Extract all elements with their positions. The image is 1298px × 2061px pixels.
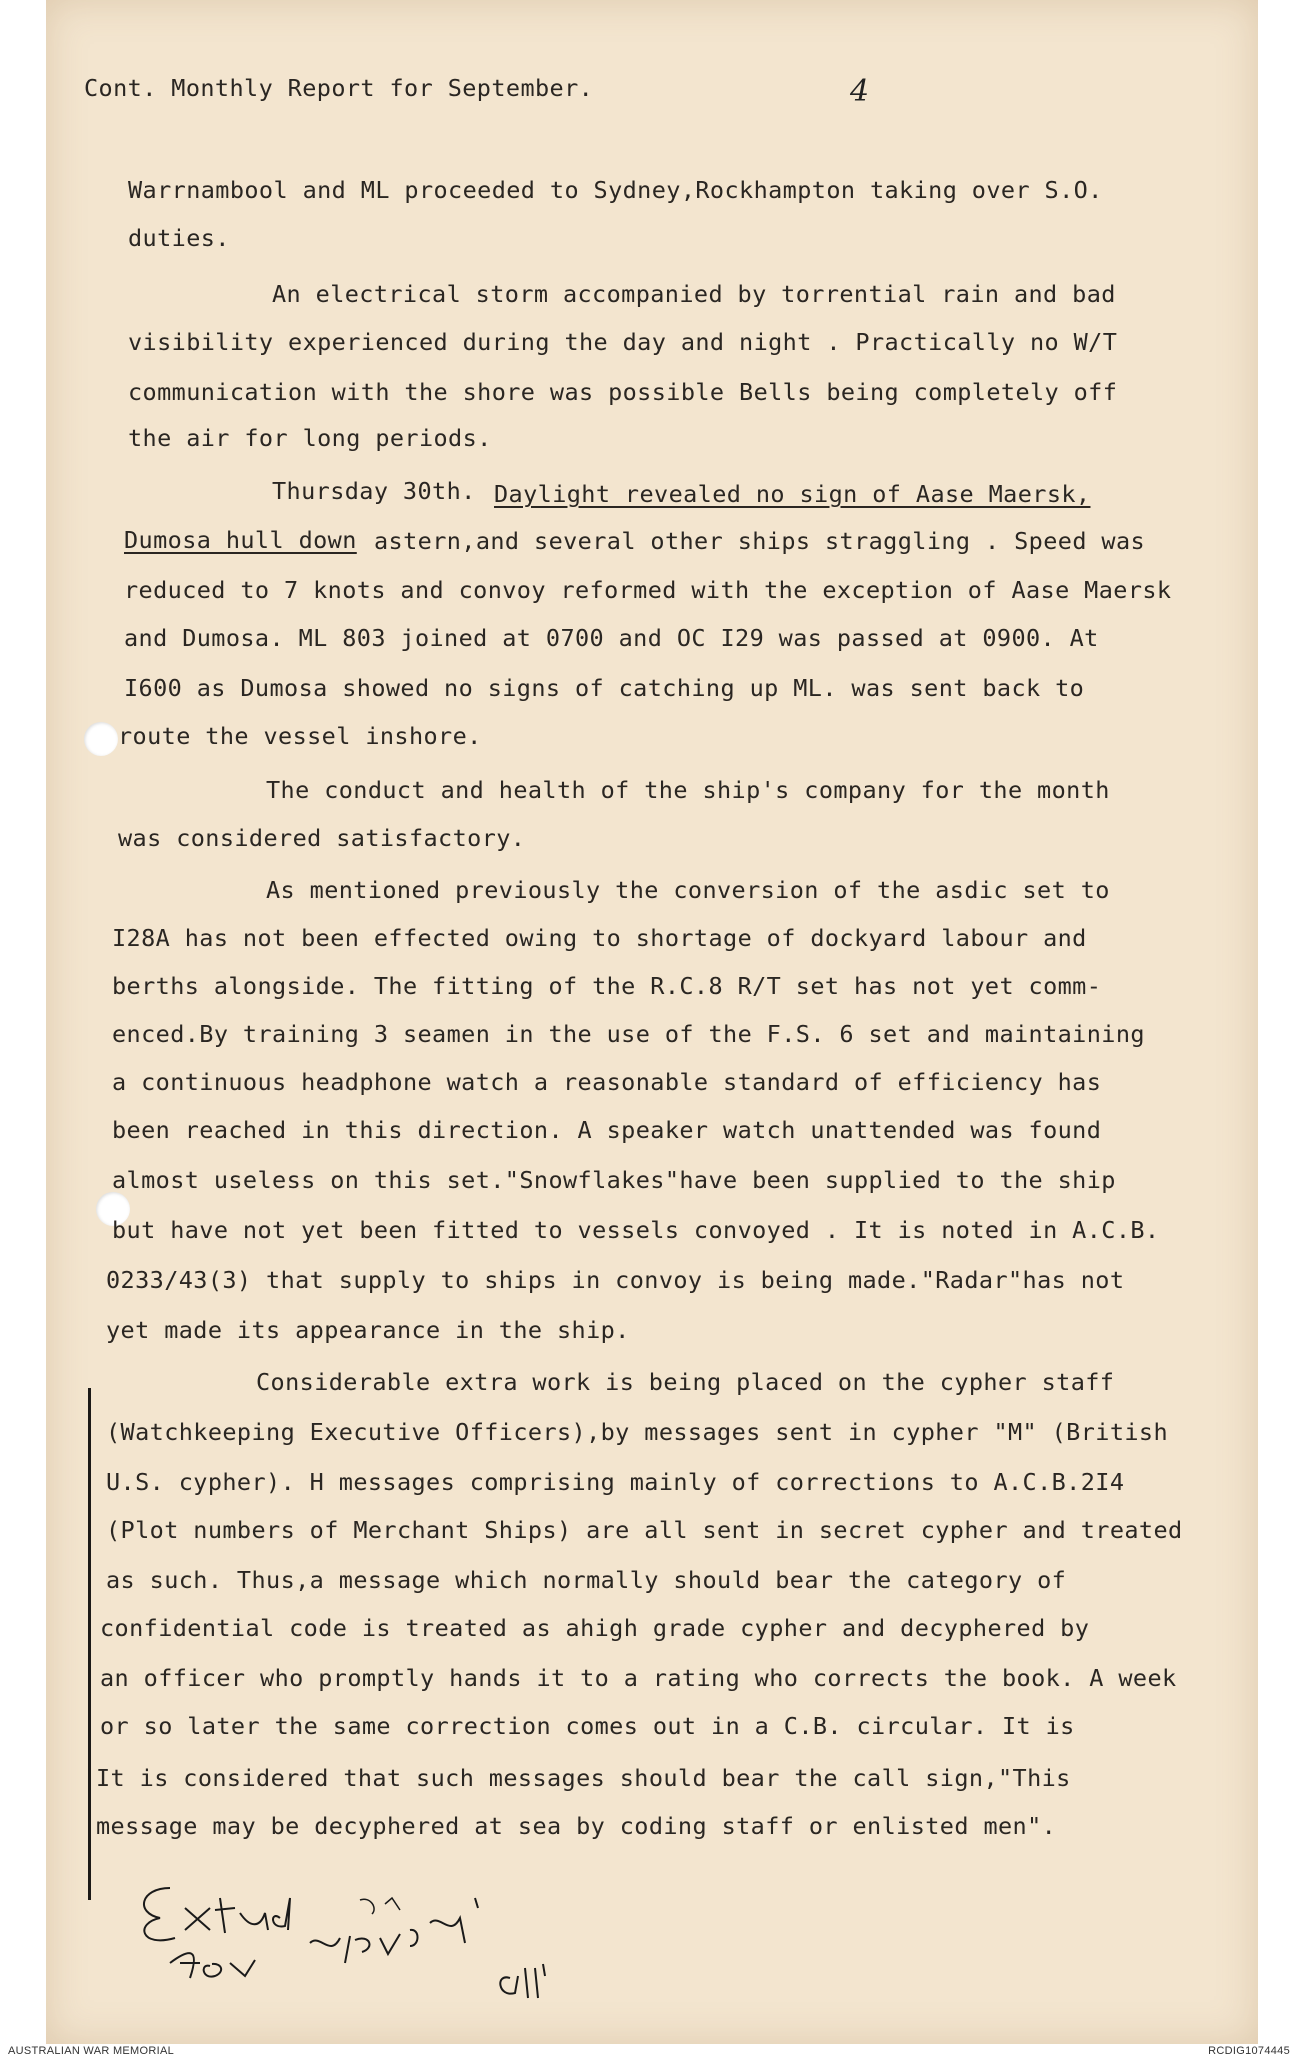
text-line: Considerable extra work is being placed on the cypher staff [256,1368,1115,1396]
text-line: U.S. cypher). H messages comprising mainly of corrections to A.C.B.2I4 [106,1468,1125,1496]
text-line: almost useless on this set."Snowflakes"have been supplied to the ship [112,1166,1116,1194]
text-line: message may be decyphered at sea by coding staff or enlisted men". [96,1812,1057,1840]
text-line: an officer who promptly hands it to a rating who corrects the book. A week [100,1664,1177,1692]
text-line: Warrnambool and ML proceeded to Sydney,Rockhampton taking over S.O. [128,176,1103,204]
report-header: Cont. Monthly Report for September. [84,74,594,102]
text-line: or so later the same correction comes out in a C.B. circular. It is [100,1712,1075,1740]
text-line: reduced to 7 knots and convoy reformed with the exception of Aase Maersk [124,576,1172,604]
text-line: and Dumosa. ML 803 joined at 0700 and OC I29 was passed at 0900. At [124,624,1099,652]
margin-line [88,1388,91,1900]
text-line: (Watchkeeping Executive Officers),by messages sent in cypher "M" (British [106,1418,1169,1446]
text-line: confidential code is treated as ahigh grade cypher and decyphered by [100,1614,1090,1642]
text-line: duties. [128,224,230,252]
footer-credit: AUSTRALIAN WAR MEMORIAL [8,2045,175,2057]
text-line: It is considered that such messages should bear the call sign,"This [96,1764,1071,1792]
text-line: yet made its appearance in the ship. [106,1316,630,1344]
handwritten-annotation [130,1868,590,2028]
text-line: berths alongside. The fitting of the R.C.8 R/T set has not yet comm- [112,972,1102,1000]
text-line: I28A has not been effected owing to shortage of dockyard labour and [112,924,1087,952]
text-line: astern,and several other ships straggling . Speed was [374,527,1146,555]
text-line: communication with the shore was possible Bells being completely off [128,378,1118,406]
text-line: been reached in this direction. A speaker watch unattended was found [112,1116,1102,1144]
text-line: I600 as Dumosa showed no signs of catching up ML. was sent back to [124,674,1085,702]
footer-identifier: RCDIG1074445 [1208,2045,1290,2057]
text-line-underlined: Dumosa hull down [124,526,357,554]
text-line: the air for long periods. [128,424,492,452]
text-line: As mentioned previously the conversion of the asdic set to [266,876,1110,904]
text-line: 0233/43(3) that supply to ships in convoy is being made."Radar"has not [106,1266,1125,1294]
text-line: route the vessel inshore. [118,722,482,750]
text-line: as such. Thus,a message which normally should bear the category of [106,1566,1067,1594]
punch-hole-top [84,722,118,756]
text-line: Thursday 30th. [272,477,476,505]
text-line-underlined: Daylight revealed no sign of Aase Maersk, [494,480,1091,508]
text-line: visibility experienced during the day and night . Practically no W/T [128,328,1118,356]
text-line: was considered satisfactory. [118,824,526,852]
text-line: An electrical storm accompanied by torrential rain and bad [272,280,1116,308]
text-line: a continuous headphone watch a reasonable standard of efficiency has [112,1068,1102,1096]
text-line: The conduct and health of the ship's company for the month [266,776,1110,804]
text-line: but have not yet been fitted to vessels convoyed . It is noted in A.C.B. [112,1216,1160,1244]
page-number: 4 [850,74,870,109]
text-line: enced.By training 3 seamen in the use of the F.S. 6 set and maintaining [112,1020,1145,1048]
text-line: (Plot numbers of Merchant Ships) are all sent in secret cypher and treated [106,1516,1183,1544]
